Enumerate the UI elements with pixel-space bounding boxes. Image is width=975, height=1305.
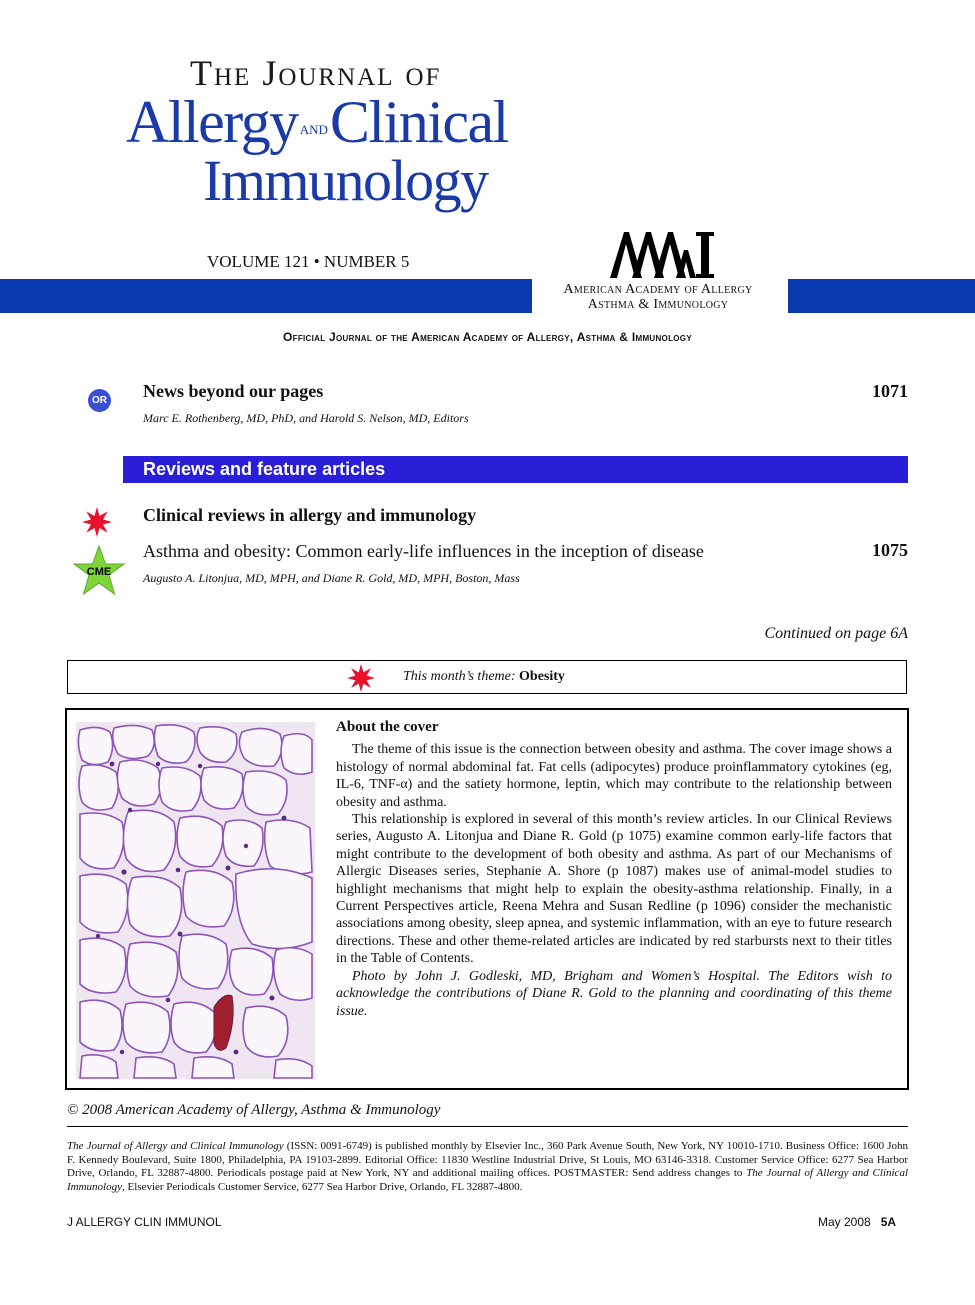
cover-heading: About the cover	[336, 719, 439, 735]
masthead-bar-left	[0, 279, 532, 313]
toc-authors-news: Marc E. Rothenberg, MD, PhD, and Harold S. Nelson, MD, Editors	[143, 411, 469, 425]
journal-title-and: AND	[299, 122, 328, 137]
pub-journal-name: The Journal of Allergy and Clinical Immunology	[67, 1140, 284, 1152]
toc-authors-asthma-obesity: Augusto A. Litonjua, MD, MPH, and Diane R. Gold, MD, MPH, Boston, Mass	[143, 571, 520, 585]
journal-title-allergy: Allergy	[126, 89, 298, 155]
copyright: © 2008 American Academy of Allergy, Asthma & Immunology	[67, 1102, 441, 1118]
toc-page-asthma-obesity[interactable]: 1075	[872, 540, 908, 560]
cover-histology-image	[76, 722, 315, 1079]
about-the-cover	[336, 719, 892, 1020]
theme-value: Obesity	[519, 669, 565, 684]
cme-badge-label: CME	[86, 566, 112, 578]
official-journal-line: Official Journal of the American Academy of Allergy, Asthma & Immunology	[283, 330, 692, 344]
publication-info	[67, 1140, 908, 1194]
toc-page-news[interactable]: 1071	[872, 381, 908, 401]
or-badge-icon: OR	[88, 389, 111, 412]
pub-text-2: , Elsevier Periodicals Customer Service, 6277 Sea Harbor Drive, Orlando, FL 32887-4800.	[122, 1180, 523, 1193]
volume-number: VOLUME 121 • NUMBER 5	[207, 252, 410, 271]
footer-page-number: 5A	[880, 1215, 897, 1229]
footer-date: May 2008	[818, 1215, 871, 1229]
toc-title-asthma-obesity[interactable]: Asthma and obesity: Common early-life influences in the inception of disease	[143, 541, 704, 561]
pub-journal-name-2: The Journal of Allergy and Clinical Immunology	[67, 1167, 908, 1193]
cme-star-icon	[72, 545, 126, 597]
journal-title-allergy-clinical	[126, 89, 508, 155]
theme-starburst-icon	[347, 664, 375, 692]
toc-subsection-clinical-reviews: Clinical reviews in allergy and immunology	[143, 505, 477, 525]
theme-label: This month’s theme:	[403, 669, 516, 684]
footer-date-page	[818, 1215, 896, 1229]
cover-paragraph-1: The theme of this issue is the connection between obesity and asthma. The cover image shows a histology of normal abdominal fat. Fat cells (adipocytes) produce proinflammatory cytokines (eg, IL-6, TNF-α) and the satiety hormone, leptin, which may contribute to the relationship between obesity and asthma.	[336, 742, 892, 810]
journal-title-clinical: Clinical	[329, 89, 508, 155]
aaaai-name-line2: Asthma & Immunology	[587, 297, 729, 312]
footer-divider	[67, 1126, 908, 1127]
starburst-icon	[82, 507, 112, 537]
journal-title-immunology: Immunology	[203, 148, 488, 213]
pub-text-1: (ISSN: 0091-6749) is published monthly by Elsevier Inc., 360 Park Avenue South, New York, NY 10010-1710. Business Office: 1600 John F. Kennedy Boulevard, Suite 1800, Philadelphia, PA 19103-2899. Editorial Office: 11830 Westline Industrial Drive, St Louis, MO 63146-3318. Customer Service Office: 6277 Sea Harbor Drive, Orlando, FL 32887-4800. Periodicals postage paid at New York, NY and additional mailing offices. POSTMASTER: Send address changes to	[67, 1140, 909, 1179]
cover-paragraph-2: This relationship is explored in several of this month’s review articles. In our Clinical Reviews series, Augusto A. Litonjua and Diane R. Gold (p 1075) examine common early-life factors that might contribute to the development of both obesity and asthma. As part of our Mechanisms of Allergic Diseases series, Stephanie A. Shore (p 1087) makes use of animal-model studies to highlight mechanisms that might help to explain the obesity-asthma relationship. Finally, in a Current Perspectives article, Reena Mehra and Susan Redline (p 1096) consider the mechanistic associations among obesity, sleep apnea, and systemic inflammation, with an eye to future research directions. These and other theme-related articles are indicated by red starbursts next to their titles in the Table of Contents.	[336, 812, 892, 967]
section-header-reviews: Reviews and feature articles	[123, 456, 908, 483]
toc-title-news[interactable]: News beyond our pages	[143, 381, 324, 401]
cover-photo-credit: Photo by John J. Godleski, MD, Brigham and Women’s Hospital. The Editors wish to acknowledge the contributions of Diane R. Gold to the planning and coordinating of this theme issue.	[336, 968, 892, 1019]
masthead-bar-right	[788, 279, 975, 313]
running-head: J ALLERGY CLIN IMMUNOL	[67, 1215, 222, 1229]
aaaai-name	[532, 282, 784, 314]
aaaai-name-line1: American Academy of Allergy	[563, 282, 753, 297]
continued-link[interactable]: Continued on page 6A	[764, 625, 908, 642]
aaaai-logo	[608, 228, 718, 280]
theme-text	[403, 669, 565, 685]
journal-title-the-journal-of: The Journal of	[190, 53, 442, 93]
